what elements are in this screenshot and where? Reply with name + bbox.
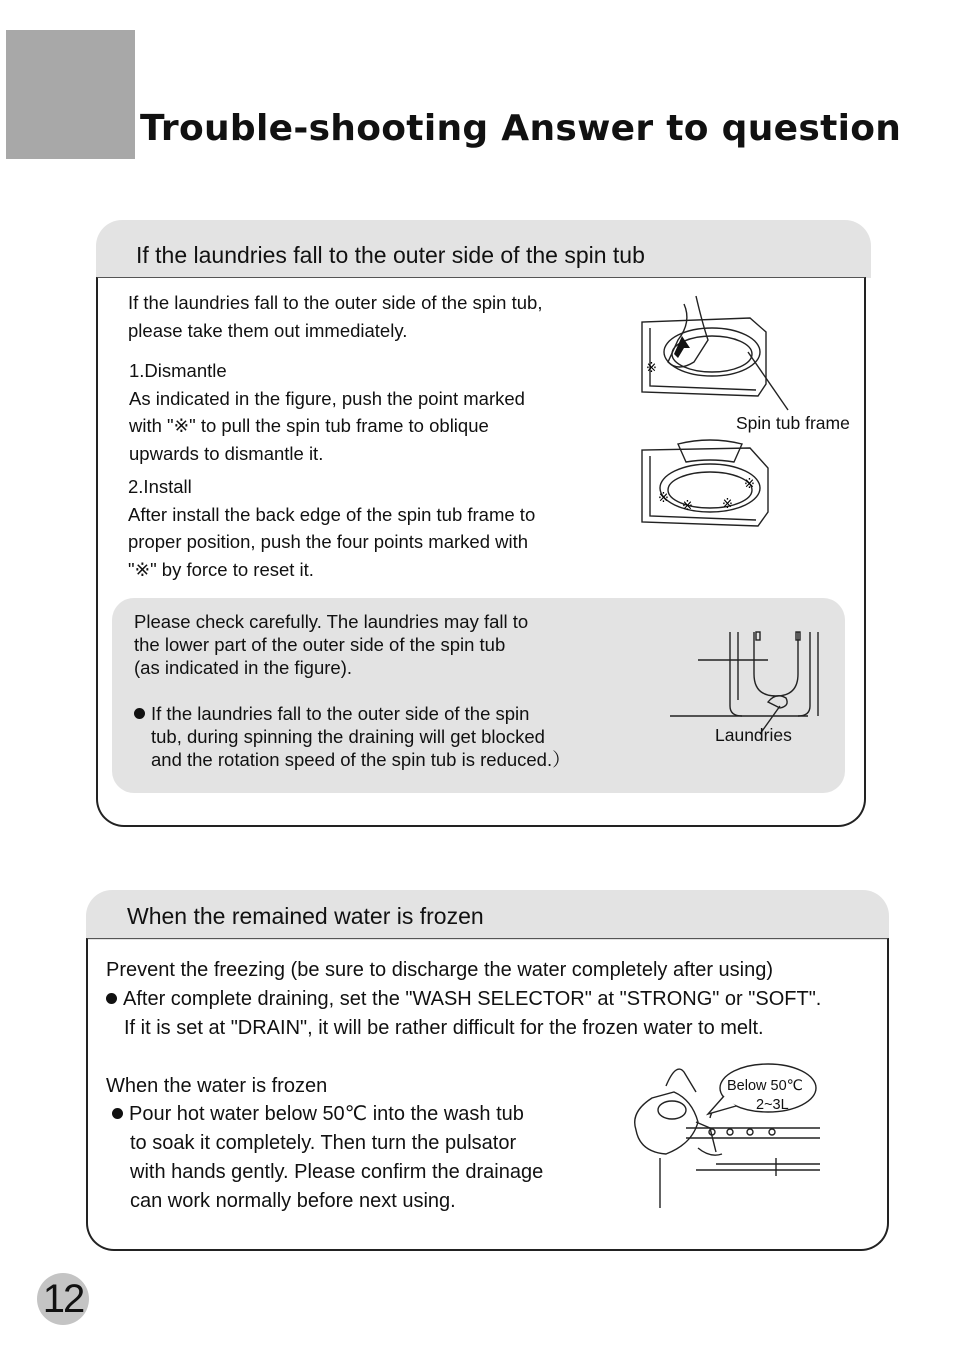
note-bullet-line-1: If the laundries fall to the outer side of the spin — [151, 703, 530, 724]
header-gray-block — [6, 30, 135, 159]
dismantle-block — [129, 357, 525, 467]
laundries-figure — [668, 630, 828, 726]
svg-text:※: ※ — [722, 497, 733, 512]
spin-tub-frame-caption: Spin tub frame — [736, 413, 850, 433]
page-number: 12 — [37, 1273, 89, 1325]
install-title: 2.Install — [128, 476, 192, 497]
install-line-3: "※" by force to reset it. — [128, 558, 314, 580]
frozen-bullet-line-3: with hands gently. Please confirm the drainage — [130, 1161, 544, 1183]
bubble-text — [727, 1077, 803, 1115]
install-line-2: proper position, push the four points marked with — [128, 531, 529, 552]
bubble-line-1: Below 50℃ — [727, 1078, 803, 1094]
prevent-bullet-line-1: After complete draining, set the "WASH SELECTOR" at "STRONG" or "SOFT". — [123, 988, 822, 1010]
note-bullet-line-3: and the rotation speed of the spin tub is reduced.） — [151, 749, 571, 770]
svg-text:※: ※ — [744, 477, 755, 492]
svg-text:※: ※ — [658, 491, 669, 506]
install-block — [128, 473, 535, 583]
note-bullet-line-2: tub, during spinning the draining will get blocked — [151, 726, 545, 747]
dismantle-line-2: with "※" to pull the spin tub frame to oblique — [129, 415, 489, 436]
note-line-1: Please check carefully. The laundries may fall to — [134, 611, 529, 632]
spin-tub-dismantle-figure — [638, 292, 778, 407]
frozen-bullet — [112, 1100, 543, 1216]
note-line-2: the lower part of the outer side of the spin tub — [134, 634, 506, 655]
bullet-icon — [106, 993, 117, 1004]
frozen-title: When the water is frozen — [106, 1075, 328, 1097]
svg-text:※: ※ — [682, 499, 693, 514]
install-line-1: After install the back edge of the spin tub frame to — [128, 503, 536, 525]
spin-tub-install-figure — [638, 440, 778, 530]
dismantle-line-3: upwards to dismantle it. — [129, 442, 324, 464]
prevent-bullet-line-2: If it is set at "DRAIN", it will be rather difficult for the frozen water to melt. — [124, 1017, 764, 1039]
section2-heading: When the remained water is frozen — [127, 903, 484, 929]
bullet-icon — [134, 708, 145, 719]
dismantle-title: 1.Dismantle — [129, 360, 227, 381]
section1-heading: If the laundries fall to the outer side of the spin tub — [136, 242, 645, 268]
note-text — [134, 610, 528, 679]
frozen-bullet-line-1: Pour hot water below 50℃ into the wash tub — [129, 1103, 524, 1125]
svg-text:※: ※ — [646, 361, 657, 376]
bullet-icon — [112, 1108, 123, 1119]
page-title: Trouble-shooting Answer to question — [140, 108, 902, 149]
section1-intro — [128, 289, 542, 344]
intro-line-2: please take them out immediately. — [128, 319, 408, 341]
intro-line-1: If the laundries fall to the outer side of the spin tub, — [128, 292, 543, 313]
note-bullet — [134, 702, 571, 771]
prevent-text: Prevent the freezing (be sure to discharge the water completely after using) — [106, 959, 774, 981]
frozen-bullet-line-4: can work normally before next using. — [130, 1190, 456, 1212]
laundries-caption: Laundries — [715, 725, 792, 745]
prevent-bullet — [106, 985, 821, 1043]
dismantle-line-1: As indicated in the figure, push the point marked — [129, 387, 525, 409]
note-line-3: (as indicated in the figure). — [134, 657, 353, 678]
frozen-bullet-line-2: to soak it completely. Then turn the pulsator — [130, 1132, 517, 1154]
bubble-line-2: 2~3L — [756, 1097, 789, 1113]
